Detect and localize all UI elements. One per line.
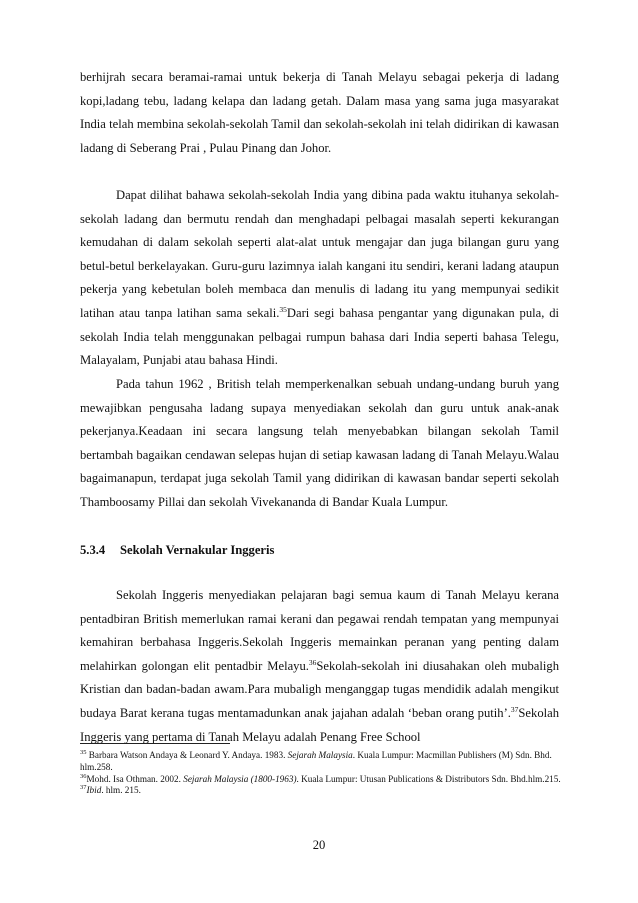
paragraph-2	[80, 184, 559, 373]
paragraph-2-text-a: Dapat dilihat bahawa sekolah-sekolah India yang dibina pada waktu ituhanya sekolah-sekolah ladang dan bermutu rendah dan menghadapi pelbagai masalah seperti kekurangan kemudahan di dalam sekolah seperti alat-alat untuk mengajar dan juga bilangan guru yang betul-betul berkelayakan. Guru-guru lazimnya ialah kangani itu sendiri, kerani ladang ataupun pekerja yang kebetulan boleh membaca dan menulis di ladang itu yang mempunyai sedikit latihan atau tanpa latihan sama sekali.	[80, 188, 559, 320]
footnote-ref-35: 35	[279, 304, 287, 314]
paragraph-3	[80, 373, 559, 515]
footnote-text: Barbara Watson Andaya & Leonard Y. Andaya. 1983.	[86, 750, 288, 760]
paragraph-4-text-c: Sekolah Inggeris yang pertama di Tanah Melayu adalah Penang Free School	[80, 705, 559, 744]
footnote-36	[80, 774, 562, 786]
footnote-text: . Kuala Lumpur: Macmillan Publishers (M) Sdn. Bhd. hlm.258.	[80, 750, 552, 772]
section-title: Sekolah Vernakular Inggeris	[120, 543, 275, 557]
paragraph-4-text-a: Sekolah Inggeris menyediakan pelajaran bagi semua kaum di Tanah Melayu kerana pentadbiran British memerlukan ramai kerani dan pegawai rendah tempatan yang mempunyai kemahiran berbahasa Inggeris.Sekolah Inggeris memainkan peranan yang penting dalam melahirkan golongan elit pentadbir Melayu.	[80, 588, 559, 673]
paragraph-3-text: Pada tahun 1962 , British telah memperkenalkan sebuah undang-undang buruh yang mewajibkan pengusaha ladang supaya menyediakan sekolah dan guru untuk anak-anak pekerjanya.Keadaan ini secara langsung telah menyebabkan bilangan sekolah Tamil bertambah bagaikan cendawan selepas hujan di setiap kawasan ladang di Tanah Melayu.Walau bagaimanapun, terdapat juga sekolah Tamil yang didirikan di kawasan bandar seperti sekolah Thamboosamy Pillai dan sekolah Vivekananda di Bandar Kuala Lumpur.	[80, 377, 559, 509]
footnote-title: Sejarah Malaysia	[287, 750, 353, 760]
footnote-37	[80, 785, 562, 797]
paragraph-4-text-b: Sekolah-sekolah ini diusahakan oleh mubaligh Kristian dan badan-badan awam.Para mubaligh menganggap tugas mendidik adalah mengikut budaya Barat kerana tugas mentamadunkan anak jajahan adalah ‘beban orang putih’.	[80, 658, 559, 720]
paragraph-1-text: berhijrah secara beramai-ramai untuk bekerja di Tanah Melayu sebagai pekerja di ladang kopi,ladang tebu, ladang kelapa dan ladang getah. Dalam masa yang sama juga masyarakat India telah membina sekolah-sekolah Tamil dan sekolah-sekolah ini telah didirikan di kawasan ladang di Seberang Prai , Pulau Pinang dan Johor.	[80, 70, 559, 155]
footnote-number: 37	[80, 784, 87, 792]
paragraph-4	[80, 584, 559, 749]
footnote-title: Sejarah Malaysia (1800-1963)	[183, 773, 297, 784]
footnote-ref-36: 36	[308, 657, 317, 667]
footnote-number: 36	[80, 772, 87, 780]
footnote-separator	[80, 743, 230, 744]
section-number: 5.3.4	[80, 543, 106, 557]
section-heading	[80, 538, 559, 562]
page-number: 20	[312, 838, 326, 852]
footnote-title: Ibid	[86, 785, 102, 796]
footnote-ref-37: 37	[510, 704, 519, 714]
footnote-text: . hlm. 215.	[101, 785, 141, 796]
footnote-35	[80, 750, 562, 774]
paragraph-2-text-b: Dari segi bahasa pengantar yang digunakan pula, di sekolah India telah menggunakan pelbagai rumpun bahasa dari India seperti bahasa Telegu, Malayalam, Punjabi atau bahasa Hindi.	[80, 305, 559, 368]
footnotes	[80, 750, 562, 797]
footnote-number: 35	[80, 748, 87, 756]
footnote-text: Mohd. Isa Othman. 2002.	[86, 773, 184, 784]
paragraph-1	[80, 66, 559, 160]
footnote-text: . Kuala Lumpur: Utusan Publications & Distributors Sdn. Bhd.hlm.215.	[296, 773, 561, 784]
